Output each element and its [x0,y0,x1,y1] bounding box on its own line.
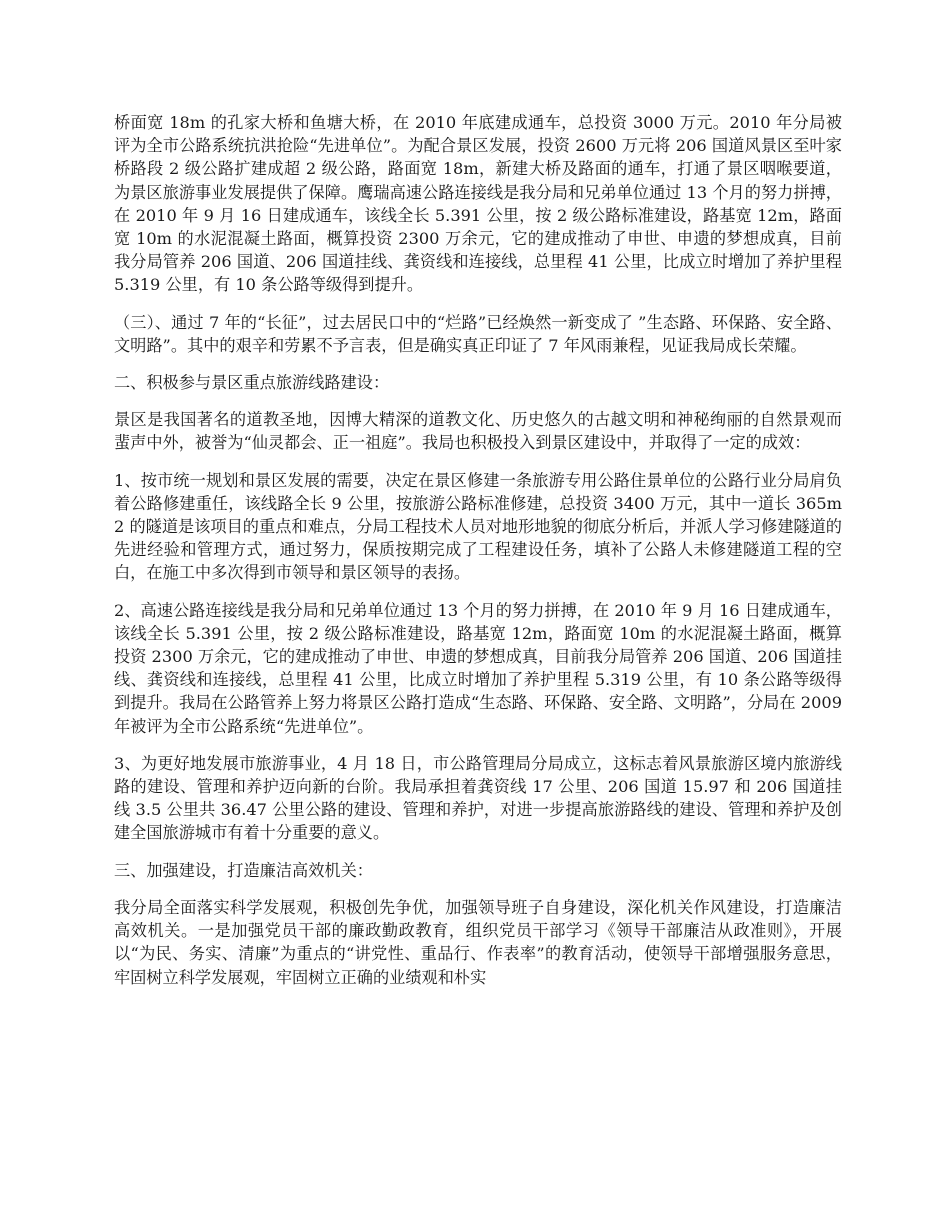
heading-clean-efficient-office: 三、加强建设，打造廉洁高效机关： [114,860,373,880]
paragraph-scenic-area-intro: 景区是我国著名的道教圣地，因博大精深的道教文化、历史悠久的古越文明和神秘绚丽的自然景观而蜚声中外，被誉为“仙灵都会、正一祖庭”。我局也积极投入到景区建设中，并取得了一定的成效： [114,410,842,453]
paragraph-bridges-investment: 桥面宽 18m 的孔家大桥和鱼塘大桥，在 2010 年底建成通车，总投资 3000 万元。2010 年分局被评为全市公路系统抗洪抢险“先进单位”。为配合景区发展，投资 2600 万元将 206 国道风景区至叶家桥路段 2 级公路扩建成超 2 级公路，路面宽 18m，新建大桥及路面的通车，打通了景区咽喉要道，为景区旅游事业发展提供了保障。鹰瑞高速公路连接线是我分局和兄弟单位通过 13 个月的努力拼搏，在 2010 年 9 月 16 日建成通车，该线全长 5.391 公里，按 2 级公路标准建设，路基宽 12m，路面宽 10m 的水泥混凝土路面，概算投资 2300 万余元，它的建成推动了申世、申遗的梦想成真，目前我分局管养 206 国道、206 国道挂线、龚资线和连接线，总里程 41 公里，比成立时增加了养护里程 5.319 公里，有 10 条公路等级得到提升。 [114,113,842,295]
document-page [114,111,842,1003]
paragraph-office-building: 我分局全面落实科学发展观，积极创先争优，加强领导班子自身建设，深化机关作风建设，打造廉洁高效机关。一是加强党员干部的廉政勤政教育，组织党员干部学习《领导干部廉洁从政准则》，开展以“为民、务实、清廉”为重点的“讲党性、重品行、作表率”的教育活动，使领导干部增强服务意思，牢固树立科学发展观，牢固树立正确的业绩观和朴实 [114,897,842,987]
paragraph-item-2-highway-link: 2、高速公路连接线是我分局和兄弟单位通过 13 个月的努力拼搏，在 2010 年 9 月 16 日建成通车，该线全长 5.391 公里，按 2 级公路标准建设，路基宽 12m，路面宽 10m 的水泥混凝土路面，概算投资 2300 万余元，它的建成推动了申世、申遗的梦想成真，目前我分局管养 206 国道、206 国道挂线、龚资线和连接线，总里程 41 公里，比成立时增加了养护里程 5.319 公里，有 10 条公路等级得到提升。我局在公路管养上努力将景区公路打造成“生态路、环保路、安全路、文明路”，分局在 2009 年被评为全市公路系统“先进单位”。 [114,600,842,736]
heading-scenic-route-construction: 二、积极参与景区重点旅游线路建设： [114,373,390,393]
paragraph-item-1-tourism-road: 1、按市统一规划和景区发展的需要，决定在景区修建一条旅游专用公路住景单位的公路行业分局肩负着公路修建重任，该线路全长 9 公里，按旅游公路标准修建，总投资 3400 万元，其中一道长 365m2 的隧道是该项目的重点和难点，分局工程技术人员对地形地貌的彻底分析后，并派人学习修建隧道的先进经验和管理方式，通过努力，保质按期完成了工程建设任务，填补了公路人未修建隧道工程的空白，在施工中多次得到市领导和景区领导的表扬。 [114,470,842,583]
paragraph-item-3-tourism-development: 3、为更好地发展市旅游事业，4 月 18 日，市公路管理局分局成立，这标志着风景旅游区境内旅游线路的建设、管理和养护迈向新的台阶。我局承担着龚资线 17 公里、206 国道 15.97 和 206 国道挂线 3.5 公里共 36.47 公里公路的建设、管理和养护，对进一步提高旅游路线的建设、管理和养护及创建全国旅游城市有着十分重要的意义。 [114,753,842,843]
paragraph-section-three-long-march: （三）、通过 7 年的“长征”，过去居民口中的“烂路”已经焕然一新变成了 ”生态路、环保路、安全路、文明路”。其中的艰辛和劳累不予言表，但是确实真正印证了 7 年风雨兼程，见证我局成长荣耀。 [114,312,842,355]
